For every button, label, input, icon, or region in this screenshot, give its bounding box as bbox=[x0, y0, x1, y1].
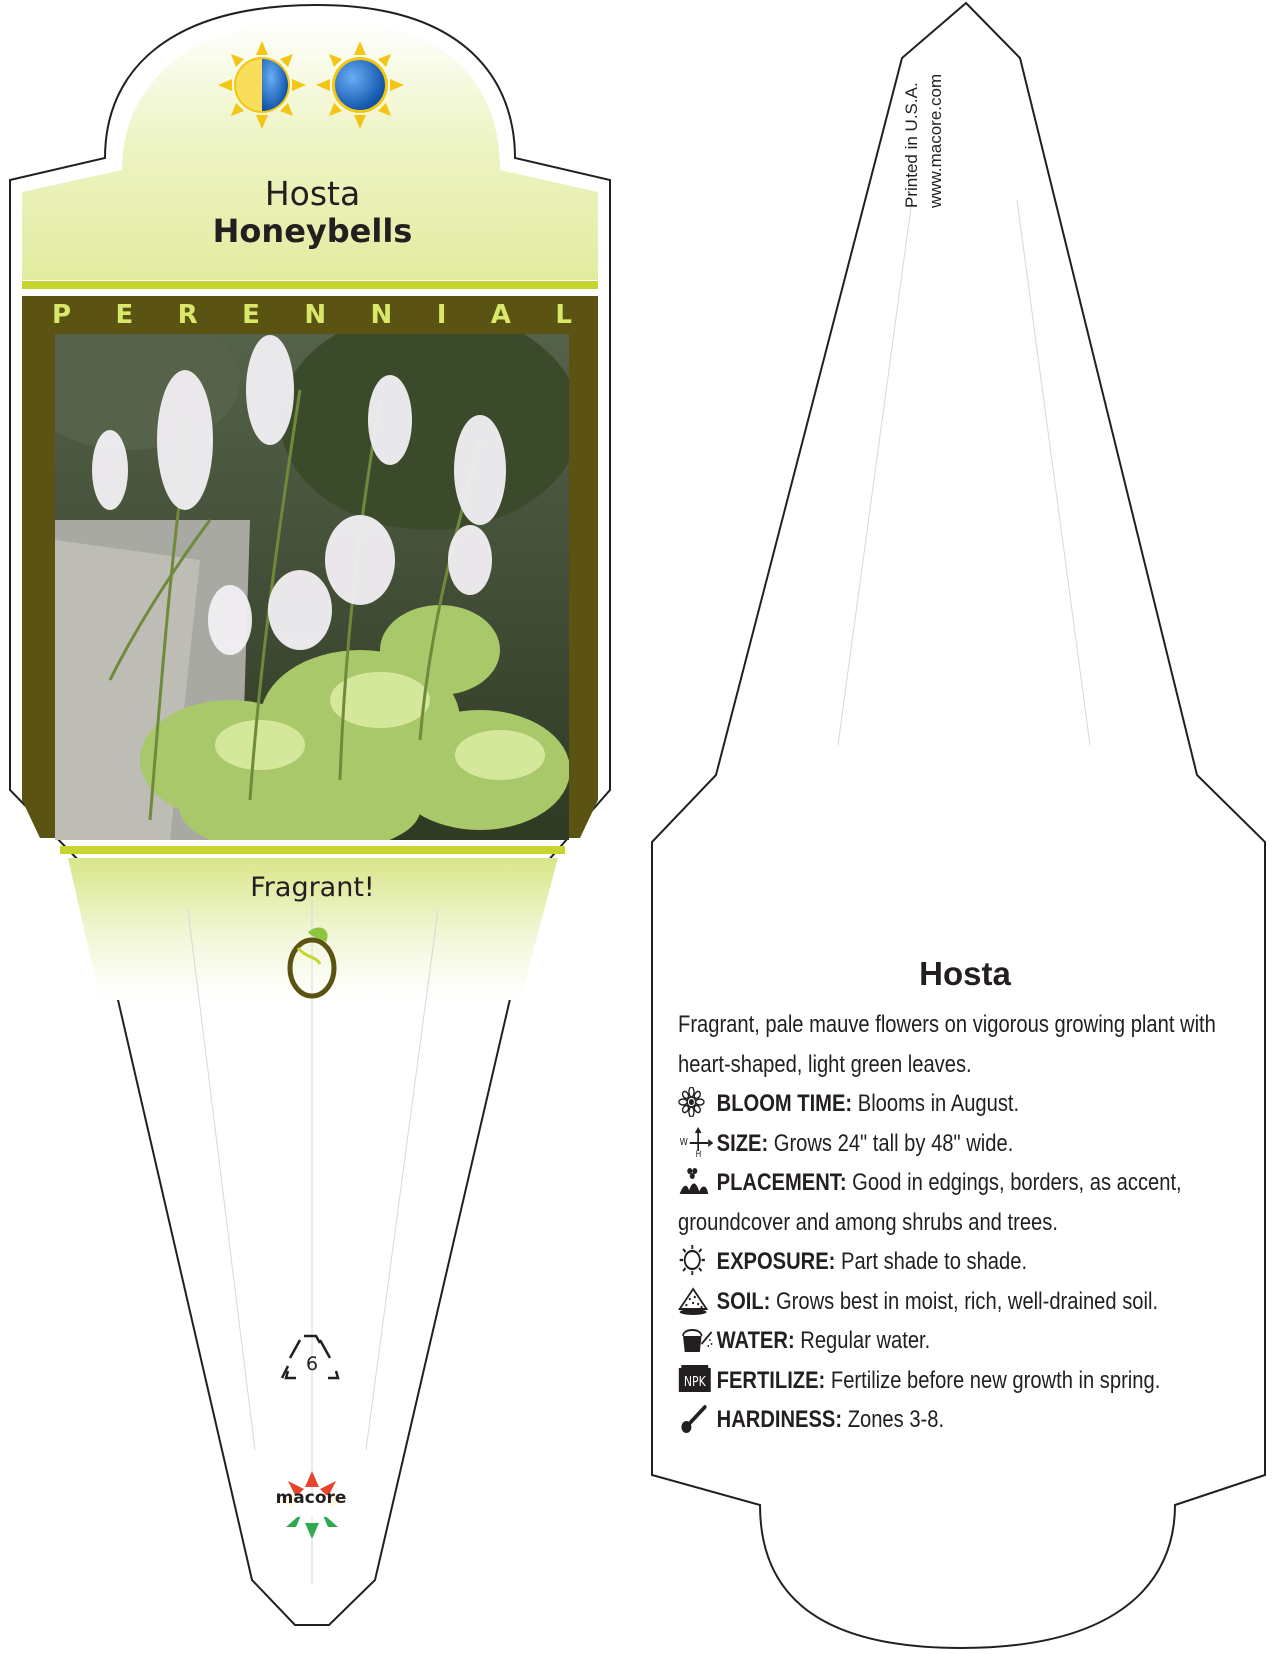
category-letter: L bbox=[555, 300, 572, 330]
back-title: Hosta bbox=[919, 955, 1011, 992]
placement-value: Good in edgings, borders, as accent, groundcover and among shrubs and trees. bbox=[678, 1169, 1182, 1236]
category-letter: N bbox=[370, 300, 393, 330]
brand-name: macore bbox=[275, 1488, 347, 1508]
category-letter: E bbox=[115, 300, 134, 330]
flower-icon bbox=[678, 1087, 713, 1117]
top-lime-band bbox=[22, 281, 598, 289]
water-value: Regular water. bbox=[794, 1327, 931, 1354]
plant-photo bbox=[20, 310, 580, 855]
watering-can-icon bbox=[678, 1324, 713, 1354]
category-letter: P bbox=[52, 300, 72, 330]
size-value: Grows 24" tall by 48" wide. bbox=[768, 1129, 1014, 1157]
category-letter: R bbox=[177, 300, 198, 330]
attribute-placement bbox=[678, 1163, 1249, 1242]
svg-text:NPK: NPK bbox=[683, 1373, 706, 1389]
attribute-exposure bbox=[678, 1242, 1249, 1282]
printed-note: Printed in U.S.A. bbox=[902, 82, 921, 208]
care-info bbox=[678, 1005, 1249, 1440]
hardiness-value: Zones 3-8. bbox=[842, 1406, 945, 1433]
lower-lime-band bbox=[60, 846, 565, 854]
attribute-size bbox=[678, 1124, 1249, 1164]
print-info bbox=[900, 8, 948, 208]
exposure-value: Part shade to shade. bbox=[835, 1248, 1028, 1275]
category-letter: A bbox=[490, 300, 511, 330]
plant-description: Fragrant, pale mauve flowers on vigorous growing plant with heart-shaped, light green leaves. bbox=[678, 1011, 1216, 1078]
svg-text:W: W bbox=[679, 1135, 688, 1148]
bloom-time-label: BLOOM TIME: bbox=[716, 1090, 853, 1117]
fertilize-label: FERTILIZE: bbox=[716, 1366, 826, 1394]
category-letter: E bbox=[242, 300, 260, 330]
part-shade-sun-icon bbox=[218, 41, 306, 129]
bloom-time-value: Blooms in August. bbox=[852, 1090, 1020, 1117]
placement-plants-icon bbox=[678, 1166, 713, 1196]
soil-pile-icon bbox=[678, 1285, 713, 1315]
front-tagline: Fragrant! bbox=[250, 872, 375, 903]
fertilize-value: Fertilize before new growth in spring. bbox=[825, 1366, 1161, 1394]
svg-text:H: H bbox=[695, 1147, 702, 1157]
soil-label: SOIL: bbox=[716, 1287, 771, 1315]
sun-exposure-icon bbox=[678, 1245, 713, 1275]
npk-box-icon bbox=[678, 1364, 713, 1394]
full-shade-sun-icon bbox=[316, 41, 404, 129]
front-genus-name: Hosta bbox=[264, 174, 361, 213]
attribute-bloom-time bbox=[678, 1084, 1249, 1124]
size-arrows-icon bbox=[678, 1127, 713, 1157]
category-letter: I bbox=[436, 300, 447, 330]
attribute-fertilize bbox=[678, 1361, 1249, 1401]
attribute-hardiness bbox=[678, 1400, 1249, 1440]
hardiness-label: HARDINESS: bbox=[716, 1406, 843, 1433]
soil-value: Grows best in moist, rich, well-drained soil. bbox=[770, 1287, 1159, 1315]
size-label: SIZE: bbox=[716, 1129, 769, 1157]
category-label bbox=[52, 300, 572, 330]
recycle-number: 6 bbox=[305, 1353, 319, 1375]
placement-label: PLACEMENT: bbox=[716, 1169, 847, 1196]
category-letter: N bbox=[304, 300, 327, 330]
thermometer-icon bbox=[678, 1403, 713, 1433]
attribute-water bbox=[678, 1321, 1249, 1361]
exposure-label: EXPOSURE: bbox=[716, 1248, 836, 1275]
attribute-soil bbox=[678, 1282, 1249, 1322]
water-label: WATER: bbox=[716, 1327, 795, 1354]
front-cultivar-name: Honeybells bbox=[212, 212, 413, 250]
website-link: www.macore.com bbox=[926, 73, 945, 208]
